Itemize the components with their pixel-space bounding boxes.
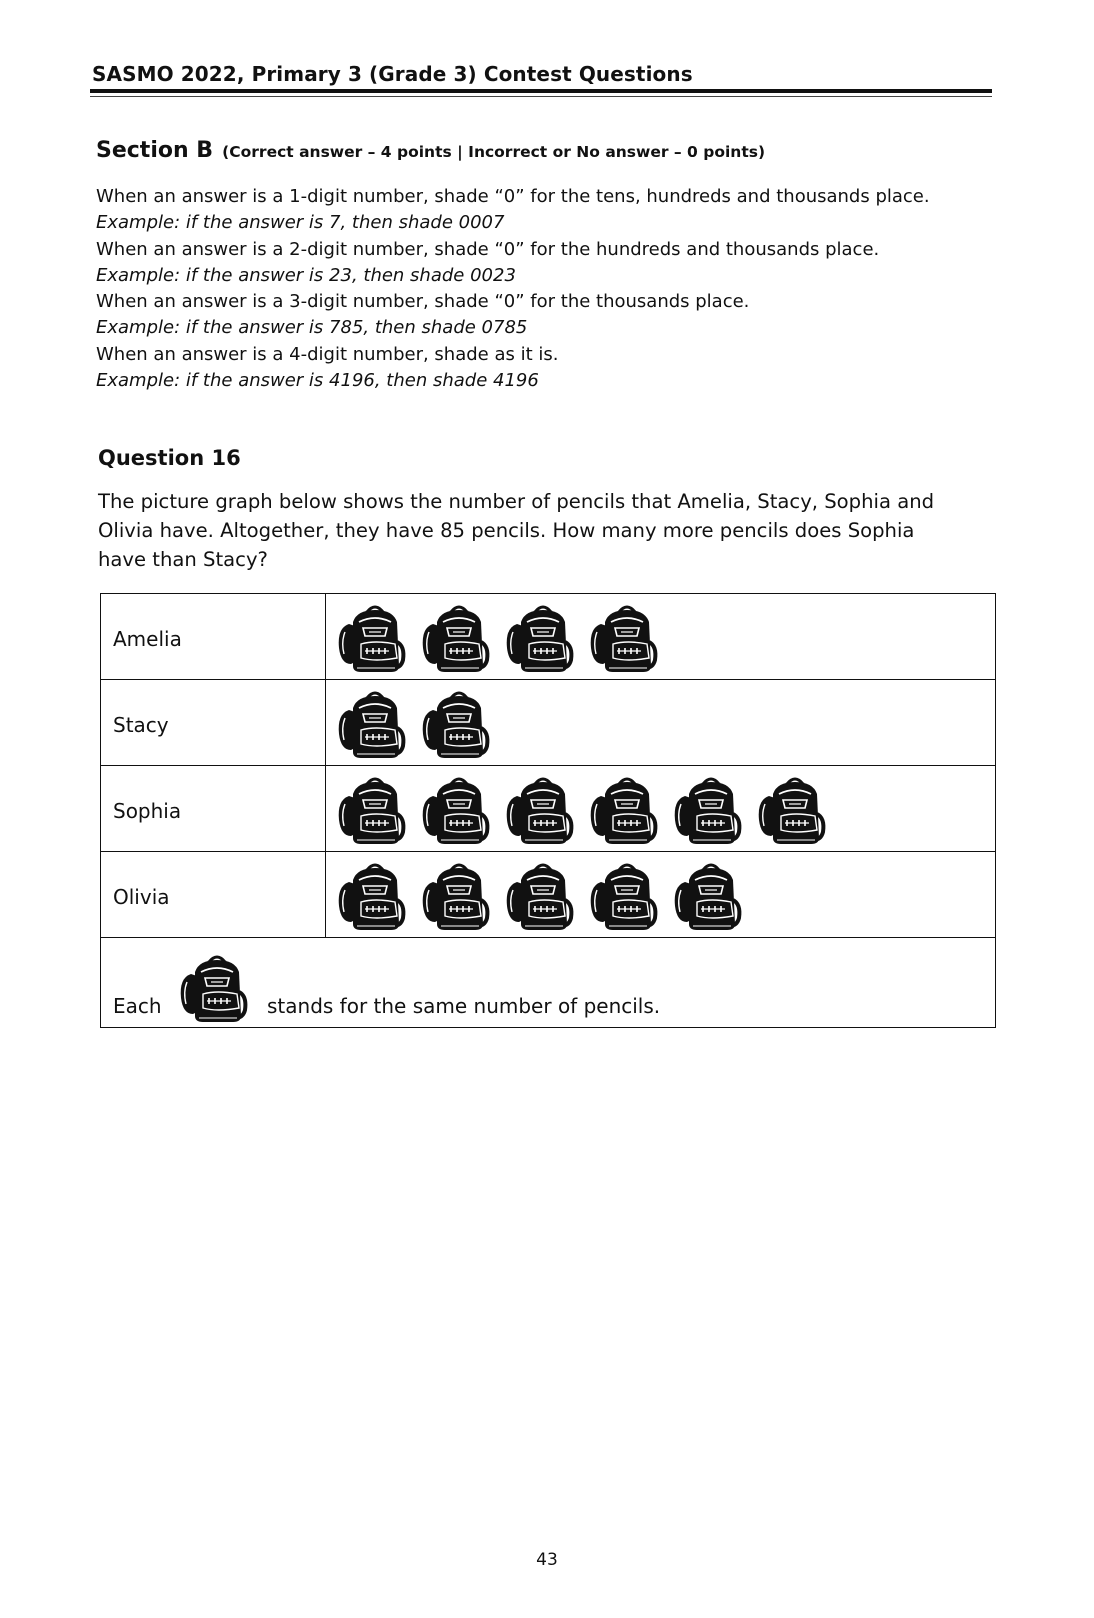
picture-graph <box>100 593 996 1028</box>
instruction-example: Example: if the answer is 7, then shade 0007 <box>96 212 505 234</box>
instruction-example: Example: if the answer is 785, then shade 0785 <box>96 317 528 339</box>
question-line: The picture graph below shows the number of pencils that Amelia, Stacy, Sophia and <box>98 490 935 513</box>
question-title: Question 16 <box>98 446 241 470</box>
backpack-icon <box>585 774 669 848</box>
backpack-icon <box>175 952 259 1026</box>
row-name-cell <box>101 852 326 937</box>
backpack-icon <box>501 774 585 848</box>
graph-row-stacy <box>101 680 995 766</box>
row-name-cell <box>101 680 326 765</box>
key-prefix: Each <box>113 994 162 1018</box>
backpack-icon <box>417 688 501 762</box>
graph-row-sophia <box>101 766 995 852</box>
backpack-icon <box>585 860 669 934</box>
header-rule <box>90 89 992 93</box>
backpack-icon <box>333 860 417 934</box>
instruction-line: When an answer is a 1-digit number, shade “0” for the tens, hundreds and thousands place. <box>96 186 930 207</box>
page-number: 43 <box>536 1550 558 1570</box>
question-text <box>98 487 978 574</box>
section-heading <box>96 138 765 163</box>
answer-instructions <box>96 184 930 394</box>
row-icons <box>333 774 837 848</box>
backpack-icon <box>333 774 417 848</box>
backpack-icon <box>333 602 417 676</box>
instruction-example: Example: if the answer is 4196, then shade 4196 <box>96 370 539 392</box>
row-name: Amelia <box>113 627 182 651</box>
row-icons <box>333 688 501 762</box>
question-line: have than Stacy? <box>98 548 268 571</box>
graph-row-olivia <box>101 852 995 938</box>
row-name: Olivia <box>113 885 170 909</box>
header-rule-thin <box>90 96 992 97</box>
backpack-icon <box>501 602 585 676</box>
backpack-icon <box>417 602 501 676</box>
row-name-cell <box>101 766 326 851</box>
row-name: Sophia <box>113 799 182 823</box>
graph-row-amelia <box>101 594 995 680</box>
row-icons <box>333 860 753 934</box>
backpack-icon <box>417 860 501 934</box>
backpack-icon <box>669 774 753 848</box>
row-name: Stacy <box>113 713 169 737</box>
instruction-example: Example: if the answer is 23, then shade 0023 <box>96 264 516 286</box>
backpack-icon <box>333 688 417 762</box>
graph-key <box>101 938 995 1027</box>
page-header-title: SASMO 2022, Primary 3 (Grade 3) Contest Questions <box>92 62 693 86</box>
section-scoring-note: (Correct answer – 4 points | Incorrect or No answer – 0 points) <box>222 143 766 161</box>
row-name-cell <box>101 594 326 679</box>
backpack-icon <box>669 860 753 934</box>
section-title: Section B <box>96 138 214 163</box>
backpack-icon <box>501 860 585 934</box>
backpack-icon <box>417 774 501 848</box>
backpack-icon <box>753 774 837 848</box>
instruction-line: When an answer is a 2-digit number, shade “0” for the hundreds and thousands place. <box>96 238 880 260</box>
instruction-line: When an answer is a 3-digit number, shade “0” for the thousands place. <box>96 291 750 313</box>
question-line: Olivia have. Altogether, they have 85 pencils. How many more pencils does Sophia <box>98 519 915 542</box>
row-icons <box>333 602 669 676</box>
backpack-icon <box>585 602 669 676</box>
instruction-line: When an answer is a 4-digit number, shade as it is. <box>96 343 559 365</box>
key-suffix: stands for the same number of pencils. <box>267 994 661 1018</box>
